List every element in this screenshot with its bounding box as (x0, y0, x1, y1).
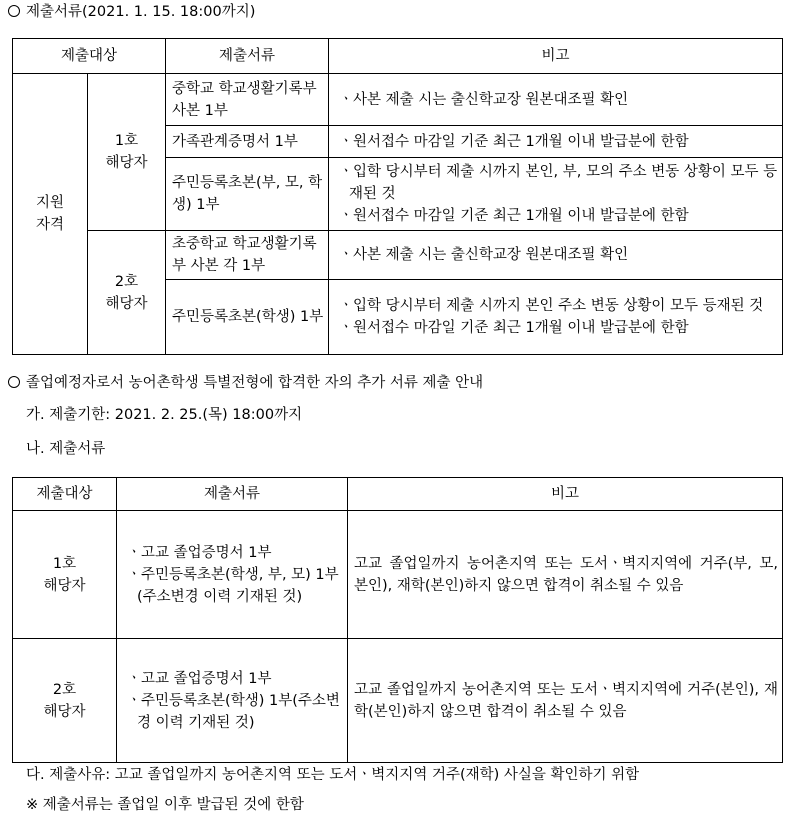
doc-cell: 주민등록초본(학생) 1부 (166, 280, 329, 355)
note-item: ㆍ주민등록초본(학생) 1부(주소변경 이력 기재된 것) (127, 692, 340, 731)
reason-line: 다. 제출사유: 고교 졸업일까지 농어촌지역 또는 도서ㆍ벽지지역 거주(재학) 사실을 확인하기 위함 (26, 767, 640, 783)
header-target: 제출대상 (13, 39, 166, 74)
section1-heading: 제출서류(2021. 1. 15. 18:00까지) (8, 2, 255, 22)
doc-cell: 주민등록초본(부, 모, 학생) 1부 (166, 158, 329, 231)
docs-cell (117, 511, 348, 639)
header-docs: 제출서류 (166, 39, 329, 74)
note-item: ㆍ원서접수 마감일 기준 최근 1개월 이내 발급분에 한함 (339, 320, 689, 336)
section1-table (12, 38, 783, 355)
type-1: 1호 해당자 (13, 511, 117, 639)
doc-cell: 초중학교 학교생활기록부 사본 각 1부 (166, 231, 329, 280)
deadline-line: 가. 제출기한: 2021. 2. 25.(목) 18:00까지 (26, 407, 303, 423)
header-target: 제출대상 (13, 478, 117, 511)
type-2: 2호 해당자 (13, 639, 117, 763)
note-item: ㆍ입학 당시부터 제출 시까지 본인 주소 변동 상황이 모두 등재된 것 (339, 298, 764, 314)
group-label: 지원 자격 (13, 74, 88, 355)
footnote-line: ※ 제출서류는 졸업일 이후 발급된 것에 한함 (26, 797, 304, 813)
note-item: ㆍ고교 졸업증명서 1부 (127, 544, 272, 561)
note-item: ㆍ사본 제출 시는 출신학교장 원본대조필 확인 (339, 91, 629, 108)
circle-bullet-icon (8, 376, 20, 388)
note-item: ㆍ원서접수 마감일 기준 최근 1개월 이내 발급분에 한함 (339, 208, 689, 224)
circle-bullet-icon (8, 5, 20, 17)
note-item: ㆍ사본 제출 시는 출신학교장 원본대조필 확인 (339, 247, 629, 263)
note-cell (329, 231, 783, 280)
note-cell: 고교 졸업일까지 농어촌지역 또는 도서ㆍ벽지지역에 거주(본인), 재학(본인)하지 않으면 합격이 취소될 수 있음 (348, 639, 783, 763)
note-cell: 고교 졸업일까지 농어촌지역 또는 도서ㆍ벽지지역에 거주(부, 모, 본인), 재학(본인)하지 않으면 합격이 취소될 수 있음 (348, 511, 783, 639)
type-1: 1호 해당자 (88, 74, 166, 231)
section2-heading: 졸업예정자로서 농어촌학생 특별전형에 합격한 자의 추가 서류 제출 안내 (8, 373, 483, 393)
docs-cell (117, 639, 348, 763)
docs-label-line: 나. 제출서류 (26, 441, 106, 457)
type-2: 2호 해당자 (88, 231, 166, 355)
note-item: ㆍ고교 졸업증명서 1부 (127, 670, 272, 687)
note-item: ㆍ주민등록초본(학생, 부, 모) 1부(주소변경 이력 기재된 것) (127, 566, 339, 605)
note-item: ㆍ원서접수 마감일 기준 최근 1개월 이내 발급분에 한함 (339, 133, 689, 150)
note-cell (329, 74, 783, 126)
header-docs: 제출서류 (117, 478, 348, 511)
note-cell (329, 126, 783, 158)
header-note: 비고 (348, 478, 783, 511)
note-cell (329, 158, 783, 231)
note-cell (329, 280, 783, 355)
doc-cell: 중학교 학교생활기록부 사본 1부 (166, 74, 329, 126)
section2-table (12, 477, 783, 763)
doc-cell: 가족관계증명서 1부 (166, 126, 329, 158)
header-note: 비고 (329, 39, 783, 74)
note-item: ㆍ입학 당시부터 제출 시까지 본인, 부, 모의 주소 변동 상황이 모두 등재된 것 (339, 164, 778, 202)
